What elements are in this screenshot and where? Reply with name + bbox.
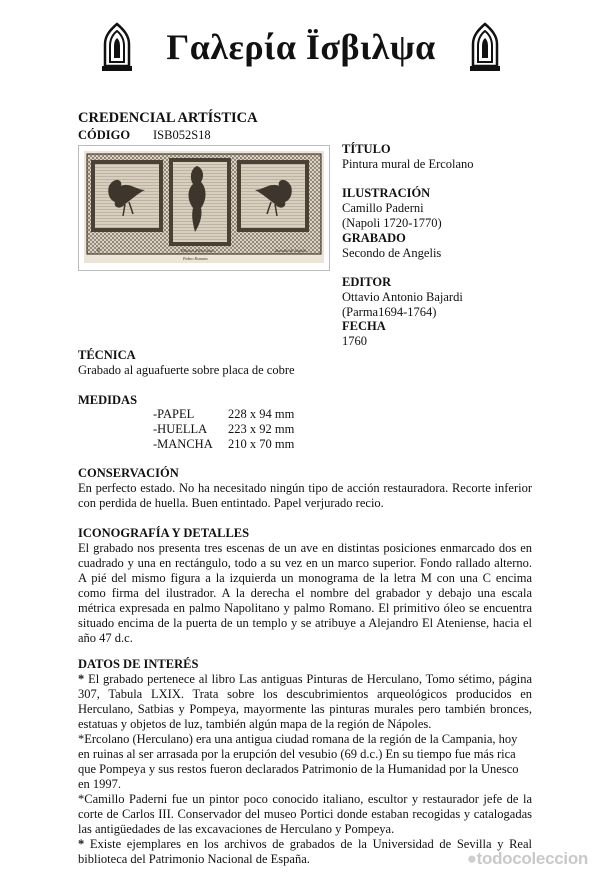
- caption-center: Pittura d'Ercolano: [181, 248, 215, 253]
- page-header: [0, 14, 602, 74]
- technique-value: Grabado al aguafuerte sobre placa de cobre: [78, 363, 295, 377]
- bullet-star: *: [78, 837, 85, 851]
- editor-name: Ottavio Antonio Bajardi: [342, 290, 463, 304]
- watermark-text: todocoleccion: [476, 849, 588, 868]
- engraver-name: Secondo de Angelis: [342, 246, 442, 260]
- interest-paragraph-4: [78, 837, 532, 867]
- measure-label: -PAPEL: [153, 407, 195, 421]
- date-value: 1760: [342, 334, 367, 348]
- interest-text-1: El grabado pertenece al libro Las antiguas Pinturas de Herculano, Tomo sétimo, página 307, Tabula LXIX. Trata sobre los descubrimientos arqueológicos producidos en Herculano, Satbias y Pompeya, mayormente las pinturas murales pero también bronces, estatuas y objetos de luz, también algún mapa de la región de Nápoles.: [78, 672, 532, 731]
- iconography-text: El grabado nos presenta tres escenas de un ave en distintas posiciones enmarcado dos en cuadrado y una en rectángulo, todo a su vez en un marco superior. Fondo rallado alterno. A pié del mismo figura a la izquierda un monograma de la letra M con una C encima como firma del ilustrador. A la derecha el nombre del grabador y debajo una escala métrica expresada en palmo Napolitano y palmo Romano. El primitivo óleo se encuentra situado encima de la puerta de un templo y se atribuye a Alejandro El Ateniense, hacia el año 47 d.c.: [78, 541, 532, 645]
- measure-row-footprint: [153, 422, 294, 437]
- watermark: [467, 849, 588, 869]
- watermark-dot-icon: ●: [466, 849, 477, 868]
- measure-row-paper: [153, 407, 294, 422]
- editor-label: EDITOR: [342, 275, 392, 289]
- credential-heading: CREDENCIAL ARTÍSTICA: [78, 110, 258, 126]
- caption-bottom: Palmo Romano: [183, 256, 208, 261]
- engraving-image: [78, 145, 330, 271]
- measure-value: 228 x 94 mm: [228, 407, 295, 421]
- illustrator-name: Camillo Paderni: [342, 201, 424, 215]
- title-value: Pintura mural de Ercolano: [342, 157, 474, 171]
- code-label: CÓDIGO: [78, 128, 131, 142]
- iconography-label: ICONOGRAFÍA Y DETALLES: [78, 526, 250, 540]
- iconography-section: [78, 526, 532, 646]
- technique-label: TÉCNICA: [78, 348, 136, 362]
- interest-paragraph-1: [78, 672, 532, 732]
- measure-value: 210 x 70 mm: [228, 437, 295, 451]
- page-title: Γαλερία Ïσβιλψα: [166, 27, 436, 67]
- date-label: FECHA: [342, 319, 386, 333]
- interest-paragraph-2: *Ercolano (Herculano) era una antigua ciudad romana de la región de la Campania, hoy en ruinas al ser arrasada por la erupción del vesubio (69 d.c.) En su tiempo fue más rica que Pompeya y sus restos fueron declarados Patrimonio de la Humanidad por la Unesco en 1997.: [78, 732, 519, 791]
- interest-label: DATOS DE INTERÉS: [78, 657, 199, 671]
- interest-text-4: Existe ejemplares en los archivos de grabados de la Universidad de Sevilla y Real biblioteca del Patrimonio Nacional de España.: [78, 837, 532, 866]
- conservation-label: CONSERVACIÓN: [78, 466, 179, 480]
- measure-row-stain: [153, 437, 294, 452]
- measures-label: MEDIDAS: [78, 393, 138, 407]
- engraving-illustration: [79, 146, 329, 270]
- measure-label: -HUELLA: [153, 422, 208, 436]
- caption-right: Secondo de Angelis: [275, 248, 307, 253]
- engraving-label: GRABADO: [342, 231, 406, 245]
- monogram: P: [97, 248, 101, 254]
- illustrator-dates: (Napoli 1720-1770): [342, 216, 442, 230]
- gothic-arch-icon: [468, 22, 502, 74]
- interest-paragraph-3: *Camillo Paderni fue un pintor poco conocido italiano, escultor y restaurador jefe de la corte de Carlos III. Conservador del museo Portici donde estaban recogidas y catalogadas las antigüedades de las excavaciones de Herculano y Pompeya.: [78, 792, 532, 836]
- editor-dates: (Parma1694-1764): [342, 305, 437, 319]
- interest-section: [78, 657, 532, 867]
- bullet-star: *: [78, 672, 85, 686]
- conservation-text: En perfecto estado. No ha necesitado ningún tipo de acción restauradora. Recorte inferior con perdida de huella. Buen entintado. Papel verjurado recio.: [78, 481, 532, 510]
- code-value: ISB052S18: [153, 128, 211, 142]
- illustration-label: ILUSTRACIÓN: [342, 186, 431, 200]
- measure-value: 223 x 92 mm: [228, 422, 295, 436]
- title-label: TÍTULO: [342, 142, 391, 156]
- conservation-section: [78, 466, 532, 511]
- measure-label: -MANCHA: [153, 437, 213, 451]
